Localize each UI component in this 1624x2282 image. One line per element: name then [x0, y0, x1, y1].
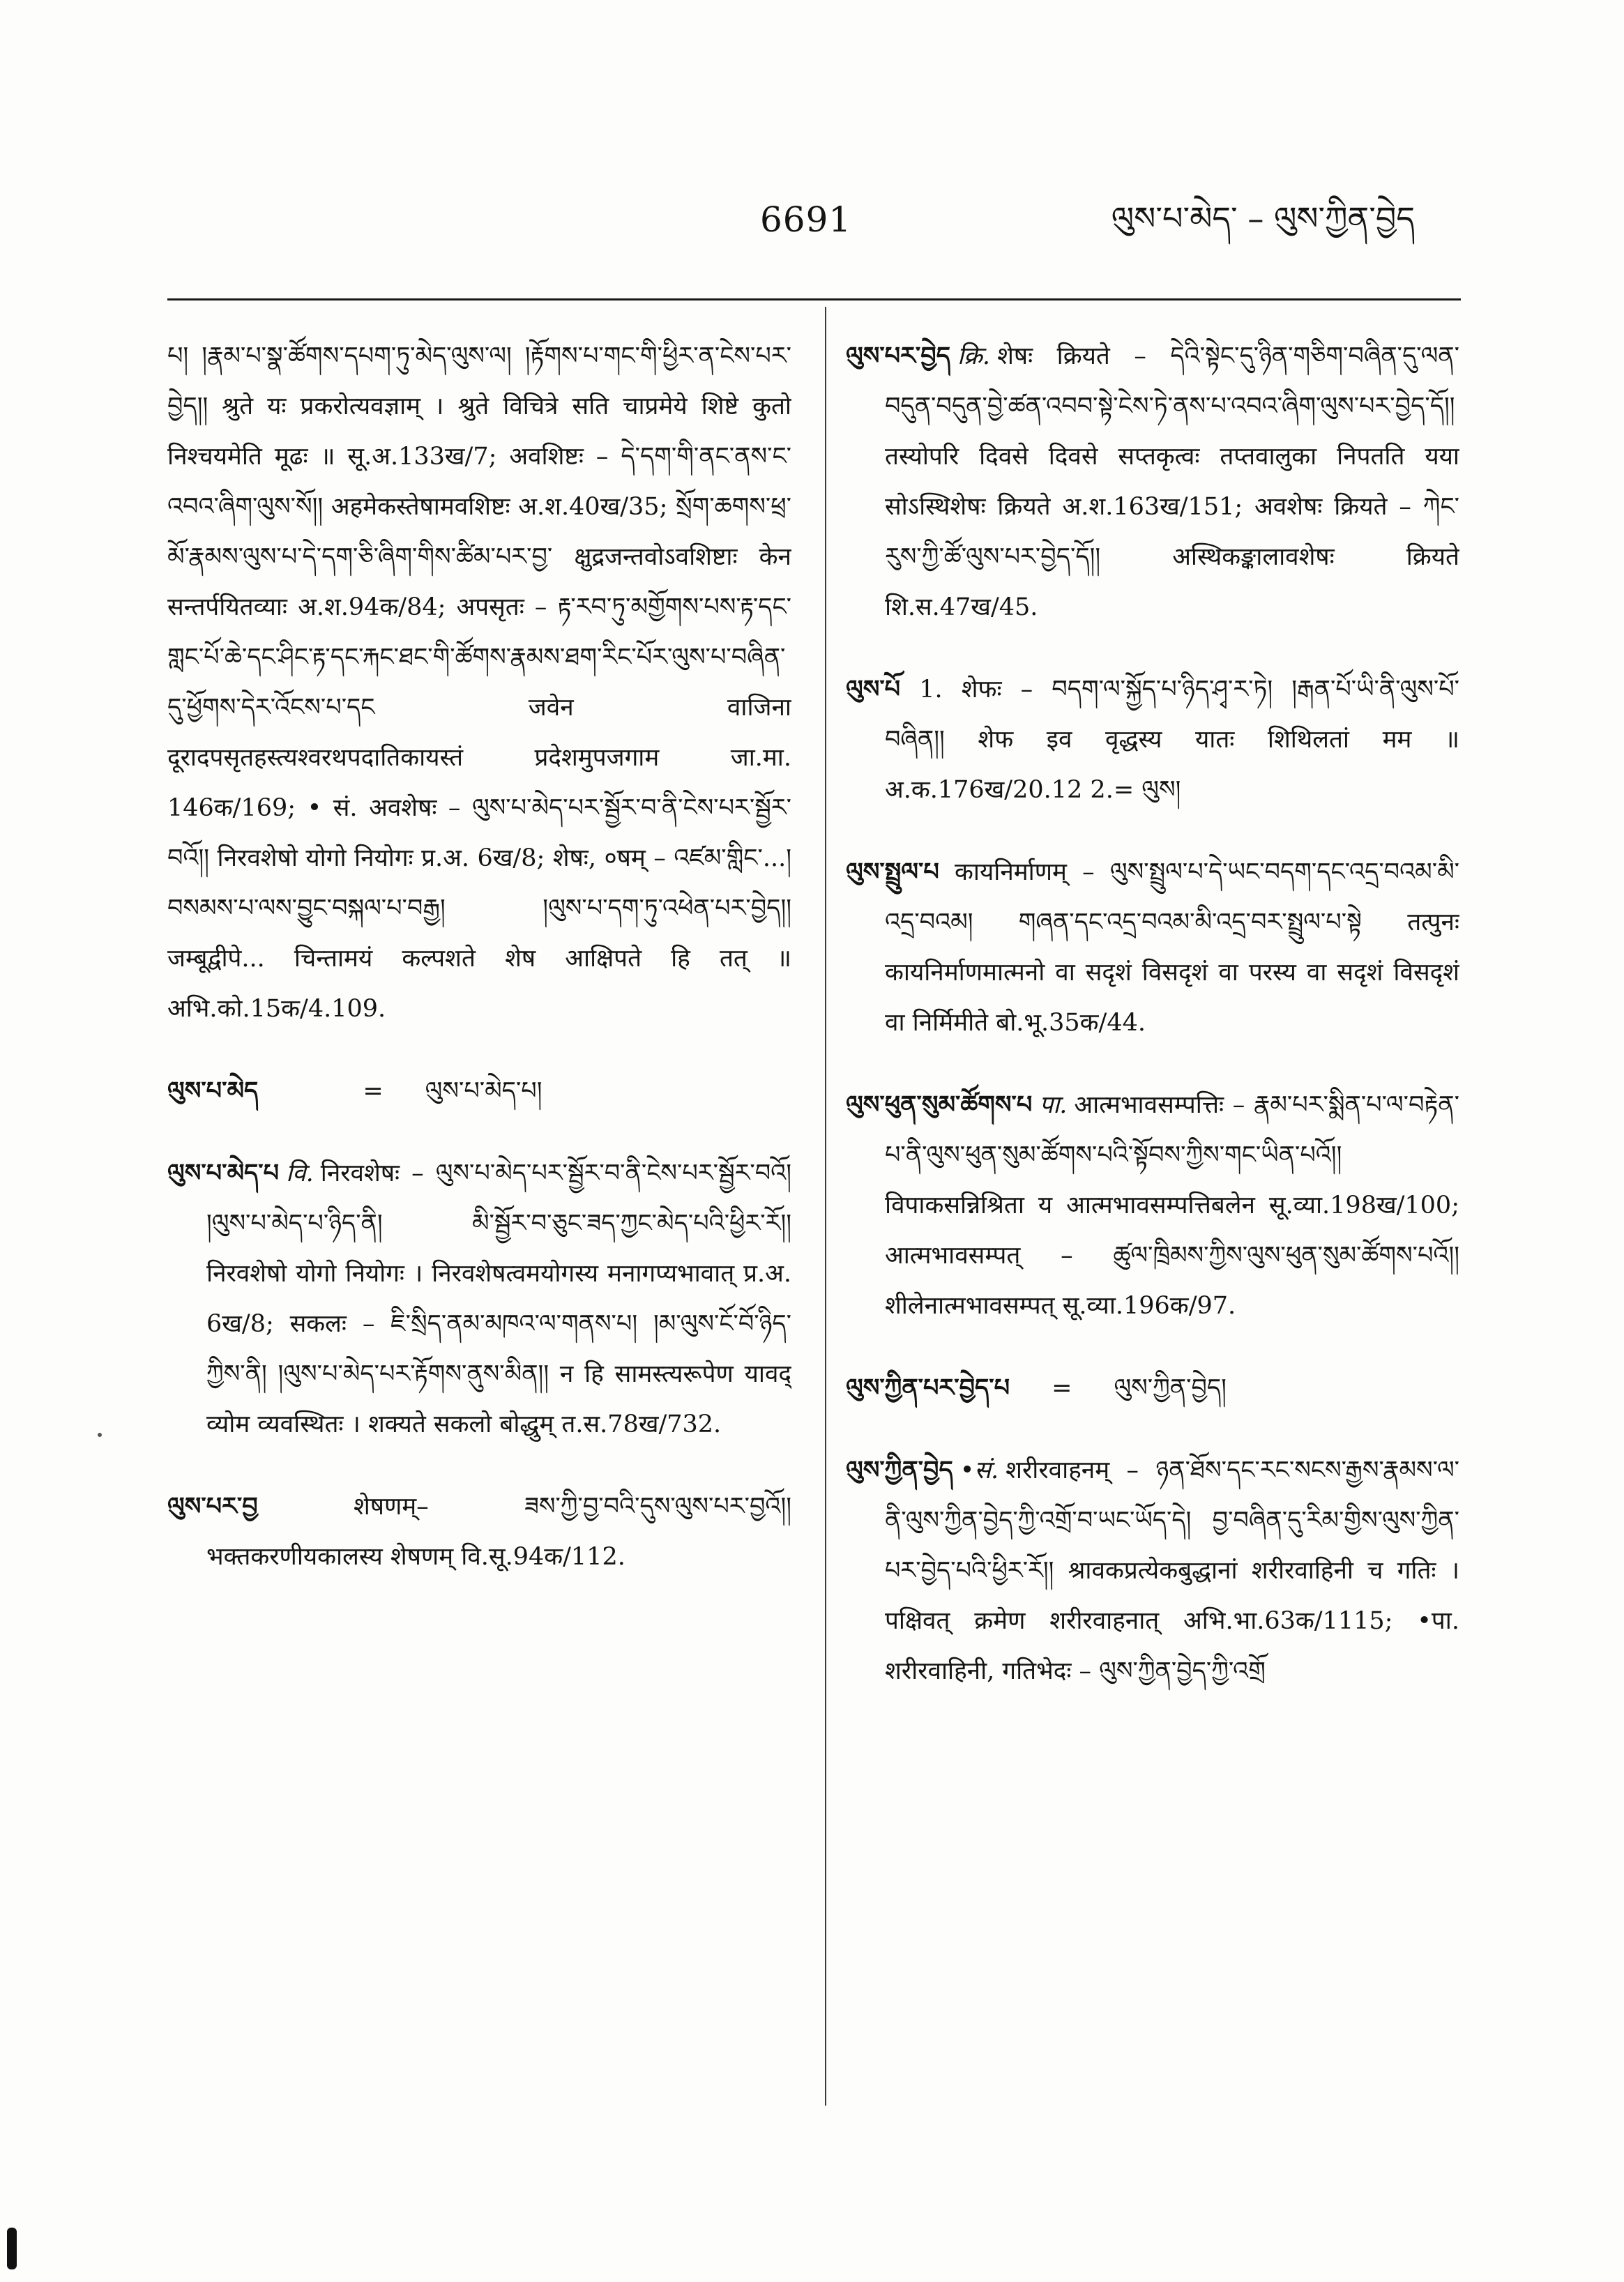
dictionary-entry [846, 847, 1459, 1048]
grammar-label: क्रि. [957, 342, 991, 370]
entry-text: कायनिर्माणम् – ལུས་སྤྲུལ་པ་དེ་ཡང་བདག་དང་འདྲ་བའམ་མི་འདྲ་བའམ། གཞན་དང་འདྲ་བའམ་མི་འདྲ་བར་སྤྲུལ་པ་སྟེ तत्पुनः कायनिर्माणमात्मनो वा सदृशं विसदृशं वा परस्य वा सदृशं विसदृशं वा निर्मिमीते बो.भू.35क/44. [885, 858, 1459, 1037]
entry-headword: ལུས་སྤྲུལ་པ [846, 858, 939, 886]
entry-headword: ལུས་ཕུན་སུམ་ཚོགས་པ [846, 1090, 1033, 1119]
entry-text: 1. शेफः – བདག་ལ་སྐྱོད་པ་ཉིད་ཤྭ་ར་ཏེ། །རྒན་པོ་ཡི་ནི་ལུས་པོ་བཞིན།། शेफ इव वृद्धस्य यातः शिथिलतां मम ॥ अ.क.176ख/20.12 2.= ལུས། [885, 676, 1459, 804]
right-column [846, 331, 1459, 2144]
running-head: ལུས་པ་མེད་ – ལུས་ཀྱིན་བྱེད [1111, 199, 1415, 237]
entry-text: शरीरवाहनम् – ཉན་ཐོས་དང་རང་སངས་རྒྱས་རྣམས་ལ་ནི་ལུས་ཀྱིན་བྱེད་ཀྱི་འགྲོ་བ་ཡང་ཡོད་དེ། བྱ་བཞིན་དུ་རིམ་གྱིས་ལུས་ཀྱིན་པར་བྱེད་པའི་ཕྱིར་རོ།། श्रावकप्रत्येकबुद्धानां शरीरवाहिनी च गतिः । पक्षिवत् क्रमेण शरीरवाहनात् अभि.भा.63क/1115; •पा. शरीरवाहिनी, गतिभेदः – ལུས་ཀྱིན་བྱེད་ཀྱི་འགྲོ [885, 1456, 1459, 1685]
column-divider [825, 307, 826, 2106]
equals-sign: = [363, 1077, 384, 1105]
equals-sign: = [1052, 1374, 1072, 1402]
dictionary-entry [846, 1080, 1459, 1331]
grammar-label: पा. [1039, 1091, 1068, 1119]
left-column [167, 331, 791, 2144]
dictionary-entry [846, 331, 1459, 632]
entry-headword: ལུས་པ་མེད [167, 1077, 259, 1105]
entry-headword: ལུས་ཀྱིན་བྱེད [846, 1456, 953, 1484]
cross-reference-entry [846, 1363, 1459, 1413]
entry-headword: ལུས་པར་བྱེད [846, 342, 950, 370]
dictionary-entry [167, 1482, 791, 1582]
page-number: 6691 [760, 199, 852, 240]
grammar-label: •सं. [959, 1456, 999, 1484]
entry-headword: ལུས་ཀྱིན་པར་བྱེད་པ [846, 1374, 1010, 1402]
header-rule [167, 298, 1461, 301]
dictionary-entry [846, 664, 1459, 815]
entry-headword: ལུས་པོ [846, 675, 901, 703]
cross-reference-target: ལུས་པ་མེད་པ། [425, 1077, 542, 1105]
cross-reference-target: ལུས་ཀྱིན་བྱེད། [1114, 1374, 1227, 1402]
cross-reference-entry [167, 1066, 791, 1116]
dictionary-entry [167, 1148, 791, 1450]
dictionary-entry [846, 1445, 1459, 1696]
entry-text: निरवशेषः – ལུས་པ་མེད་པར་སྦྱོར་བ་ནི་ངེས་པར་སྦྱོར་བའོ། །ལུས་པ་མེད་པ་ཉིད་ནི། མི་སྦྱོར་བ་ཅུང་ཟད་ཀྱང་མེད་པའི་ཕྱིར་རོ།། निरवशेषो योगो नियोगः । निरवशेषत्वमयोगस्य मनागप्यभावात् प्र.अ. 6ख/8; सकलः – ཇི་སྲིད་ནམ་མཁའ་ལ་གནས་པ། །མ་ལུས་ངོ་བོ་ཉིད་ཀྱིས་ནི། །ལུས་པ་མེད་པར་རྟོགས་ནུས་མིན།། न हि सामस्त्यरूपेण यावद् व्योम व्यवस्थितः । शक्यते सकलो बोद्धुम् त.स.78ख/732. [206, 1159, 791, 1438]
grammar-label: वि. [286, 1159, 314, 1187]
entry-text: आत्मभावसम्पत्तिः – རྣམ་པར་སྨིན་པ་ལ་བརྟེན་པ་ནི་ལུས་ཕུན་སུམ་ཚོགས་པའི་སྟོབས་ཀྱིས་གང་ཡིན་པའོ།། विपाकसन्निश्रिता य आत्मभावसम्पत्तिबलेन सू.व्या.198ख/100; आत्मभावसम्पत् – ཚུལ་ཁྲིམས་ཀྱིས་ལུས་ཕུན་སུམ་ཚོགས་པའོ།། शीलेनात्मभावसम्पत् सू.व्या.196क/97. [885, 1091, 1459, 1320]
entry-text: པ། །རྣམ་པ་སྣ་ཚོགས་དཔག་ཏུ་མེད་ལུས་ལ། །རྟོགས་པ་གང་གི་ཕྱིར་ན་ངེས་པར་བྱེད།། श्रुते यः प्रकरोत्यवज्ञाम् । श्रुते विचित्रे सति चाप्रमेये शिष्टे कुतो निश्चयमेति मूढः ॥ सू.अ.133ख/7; अवशिष्टः – དེ་དག་གི་ནང་ནས་ང་འབའ་ཞིག་ལུས་སོ།། अहमेकस्तेषामवशिष्टः अ.श.40ख/35; སྲོག་ཆགས་ཕྲ་མོ་རྣམས་ལུས་པ་དེ་དག་ཅི་ཞིག་གིས་ཚིམ་པར་བྱ་ क्षुद्रजन्तवोऽवशिष्टाः केन सन्तर्पयितव्याः अ.श.94क/84; अपसृतः – རྟ་རབ་ཏུ་མགྱོགས་པས་རྟ་དང་གླང་པོ་ཆེ་དང་ཤིང་རྟ་དང་རྐང་ཐང་གི་ཚོགས་རྣམས་ཐག་རིང་པོར་ལུས་པ་བཞིན་དུ་ཕྱོགས་དེར་འོངས་པ་དང जवेन वाजिना दूरादपसृतहस्त्यश्वरथपदातिकायस्तं प्रदेशमुपजगाम जा.मा. 146क/169; • सं. अवशेषः – ལུས་པ་མེད་པར་སྦྱོར་བ་ནི་ངེས་པར་སྦྱོར་བའོ།། निरवशेषो योगो नियोगः प्र.अ. 6ख/8; शेषः, ०षम् – འཛམ་གླིང་...།བསམས་པ་ལས་བྱུང་བསྐལ་པ་བརྒྱ། །ལུས་པ་དག་ཏུ་འཕེན་པར་བྱེད།། जम्बूद्वीपे... चिन्तामयं कल्पशते शेष आक्षिपते हि तत् ॥ अभि.को.15क/4.109. [167, 342, 791, 1023]
scan-speck [98, 1433, 102, 1437]
entry-text: शेषणम्– ཟས་ཀྱི་བྱ་བའི་དུས་ལུས་པར་བྱའོ།། भक्तकरणीयकालस्य शेषणम् वि.सू.94क/112. [206, 1493, 791, 1571]
entry-text: शेषः क्रियते – དེའི་སྟེང་དུ་ཉིན་གཅིག་བཞིན་དུ་ལན་བདུན་བདུན་བྱེ་ཚན་འབབ་སྟེ་ངེས་ཏེ་ནས་པ་འབའ་ཞིག་ལུས་པར་བྱེད་དོ།། तस्योपरि दिवसे दिवसे सप्तकृत्वः तप्तवालुका निपतति यया सोऽस्थिशेषः क्रियते अ.श.163ख/151; अवशेषः क्रियते – ཀེང་རུས་ཀྱི་ཚོ་ལུས་པར་བྱེད་དོ།། अस्थिकङ्कालावशेषः क्रियते शि.स.47ख/45. [885, 342, 1459, 621]
entry-headword: ལུས་པ་མེད་པ [167, 1159, 280, 1187]
dictionary-entry [167, 331, 791, 1034]
entry-headword: ལུས་པར་བྱ [167, 1492, 258, 1521]
scan-edge-mark [7, 2228, 17, 2269]
